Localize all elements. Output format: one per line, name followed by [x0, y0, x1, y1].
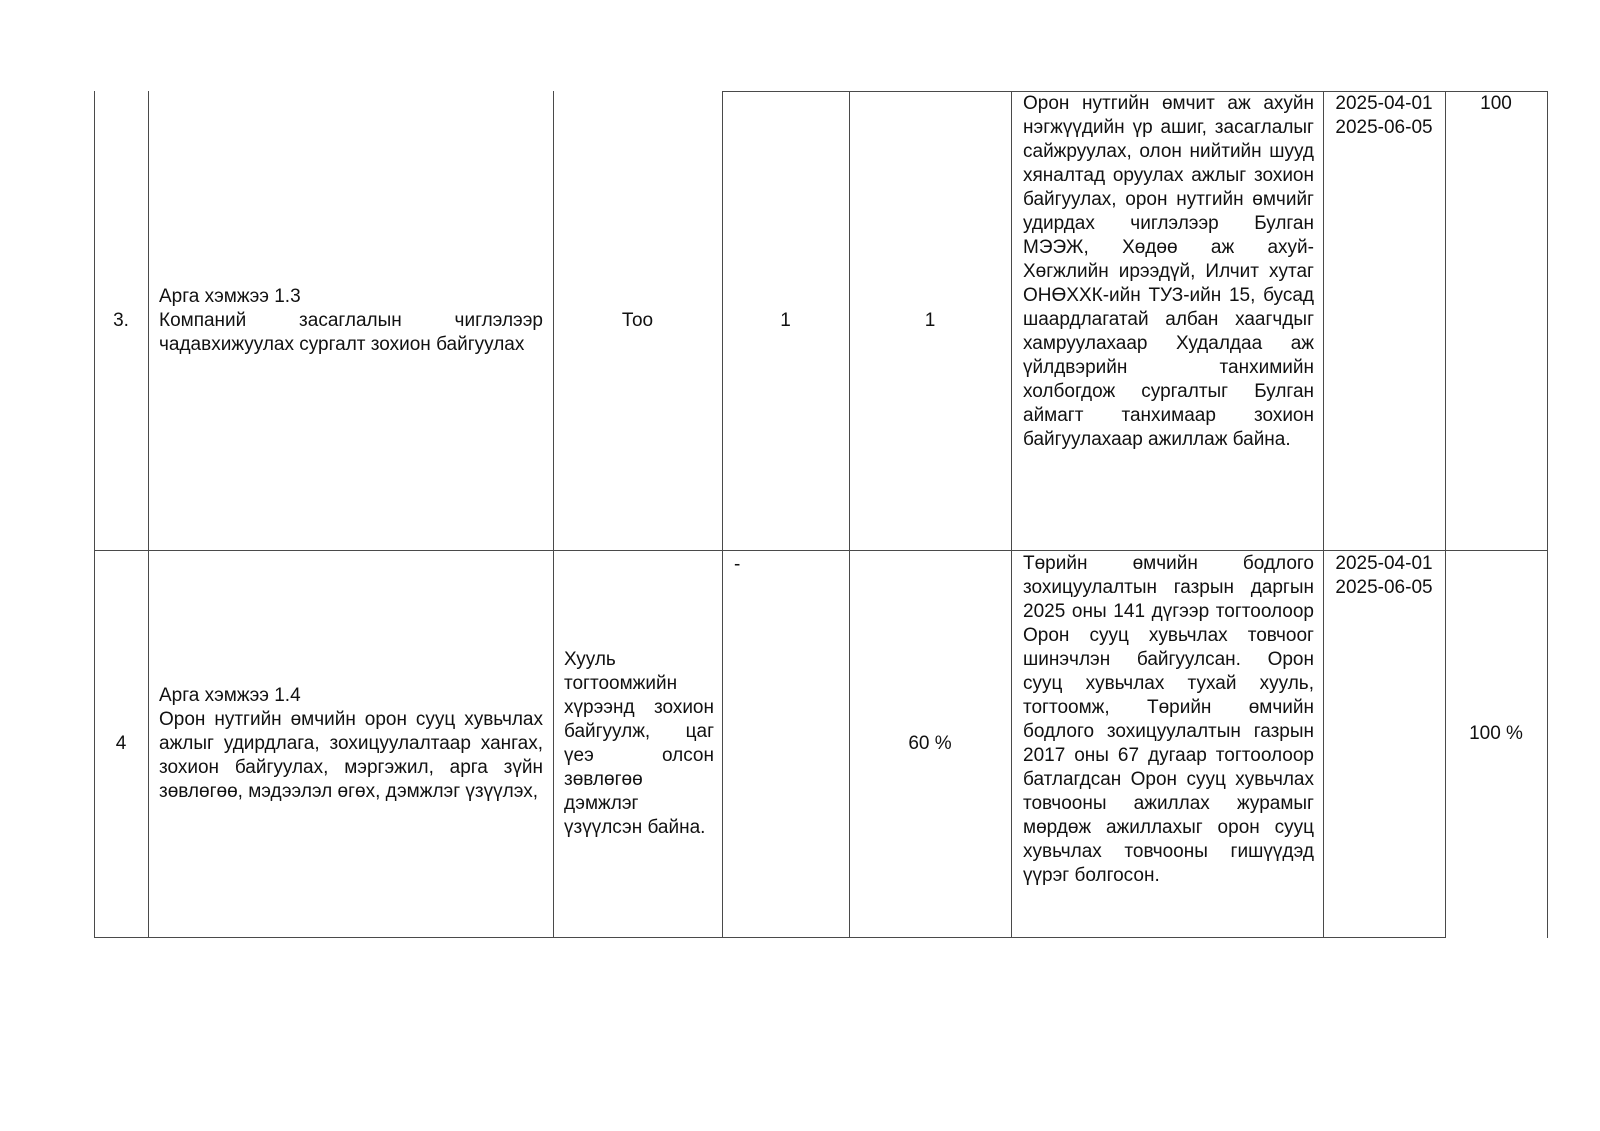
- col-border-6: [1323, 91, 1324, 938]
- row-4-achieved: [849, 551, 1011, 937]
- date-start: 2025-04-01: [1335, 93, 1433, 114]
- row-number-text: 3.: [113, 309, 129, 331]
- col-border-8: [1547, 91, 1548, 938]
- row-4-measure: [159, 551, 543, 937]
- date-end: 2025-06-05: [1335, 117, 1433, 138]
- row-4-unit: [564, 551, 714, 937]
- col-border-5: [1011, 91, 1012, 938]
- description-text: Төрийн өмчийн бодлого зохицуулалтын газрын даргын 2025 оны 141 дүгээр тогтоолоор Орон сууц хувьчлах товчоог шинэчлэн байгуулсан. Орон сууц хувьчлах тухай хууль, тогтоомж, Төрийн өмчийн бодлого зохицуулалтын газрын 2017 оны 67 дугаар тогтоолоор батлагдсан Орон сууц хувьчлах товчооны ажиллах журамыг мөрдөж ажиллахыг орон сууц хувьчлах товчооны гишүүдэд үүрэг болгосон.: [1023, 553, 1314, 886]
- row-3-description: [1023, 92, 1314, 548]
- measure-text: Компаний засаглалын чиглэлээр чадавхижуулах сургалт зохион байгуулах: [159, 309, 543, 355]
- row-4-number: [94, 551, 148, 937]
- date-end: 2025-06-05: [1335, 577, 1433, 598]
- table-bottom-border: [94, 937, 1445, 938]
- percent-text: 100: [1480, 93, 1512, 114]
- row-4-percent: [1445, 551, 1547, 917]
- row-3-achieved: [849, 91, 1011, 550]
- unit-text: Тоо: [621, 309, 654, 331]
- percent-text: 100 %: [1469, 723, 1523, 744]
- date-start: 2025-04-01: [1335, 553, 1433, 574]
- row-4-description: [1023, 552, 1314, 936]
- row-3-percent: [1445, 92, 1547, 548]
- measure-title: Арга хэмжээ 1.4: [159, 685, 301, 706]
- baseline-text: 1: [780, 309, 791, 331]
- unit-text: Хууль тогтоомжийн хүрээнд зохион байгуулж, цаг үеэ олсон зөвлөгөө дэмжлэг үзүүлсэн байна.: [564, 649, 714, 838]
- row-3-baseline: [722, 91, 849, 550]
- row-3-measure: [159, 91, 543, 550]
- description-text: Орон нутгийн өмчит аж ахуйн нэгжүүдийн үр ашиг, засаглалыг сайжруулах, олон нийтийн шууд хяналтад оруулах ажлыг зохион байгуулах, орон нутгийн өмчийг удирдах чиглэлээр Булган МЭЭЖ, Хөдөө аж ахуй-Хөгжлийн ирээдүй, Илчит хутаг ОНӨХХК-ийн ТУЗ-ийн 15, бусад шаардлагатай албан хаагчдыг хамруулахаар Худалдаа аж үйлдвэрийн танхимийн холбогдож сургалтыг Булган аймагт танхимаар зохион байгуулахаар ажиллаж байна.: [1023, 93, 1314, 450]
- measure-text: Орон нутгийн өмчийн орон сууц хувьчлах ажлыг удирдлага, зохицуулалтаар хангах, зохион байгуулах, мэргэжил, арга зүйн зөвлөгөө, мэдээлэл өгөх, дэмжлэг үзүүлэх,: [159, 709, 543, 802]
- row-3-unit: [553, 91, 722, 550]
- row-3-number: [94, 91, 148, 550]
- col-border-1: [148, 91, 149, 938]
- row-3-dates: [1330, 92, 1438, 548]
- achieved-text: 60 %: [908, 733, 952, 754]
- row-4-dates: [1330, 552, 1438, 936]
- achieved-text: 1: [924, 309, 936, 331]
- row-4-baseline: [734, 553, 844, 593]
- baseline-text: -: [734, 554, 741, 575]
- measure-title: Арга хэмжээ 1.3: [159, 285, 301, 307]
- row-number-text: 4: [115, 733, 127, 754]
